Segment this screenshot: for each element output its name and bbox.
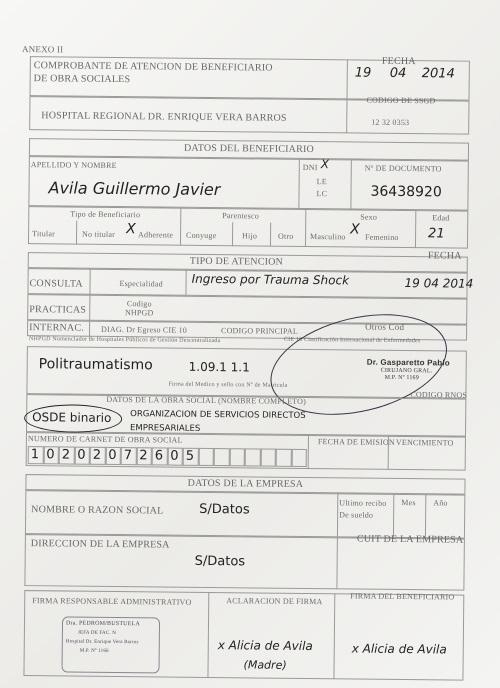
carnet-digit: 0 [170,448,179,464]
diagnostico-value: Politraumatismo [38,356,153,374]
lc-label: LC [316,189,328,199]
atencion-title: TIPO DE ATENCION [189,255,284,268]
carnet-digit: 2 [61,447,71,463]
masculino-label: Masculino [310,232,346,242]
obra-social-title: DATOS DE LA OBRA SOCIAL (NOMBRE COMPLETO) [106,394,307,406]
parentesco-label: Parentesco [222,211,259,221]
aclaracion-label: ACLARACION DE FIRMA [226,596,323,607]
doc-label: Nº DE DOCUMENTO [364,163,442,174]
carnet-cell [245,448,261,466]
edad-value: 21 [428,226,445,242]
especialidad-label: Especialidad [119,279,163,289]
cuit-label: CUIT DE LA EMPRESA [356,533,464,546]
stamp-line1: Dra. PEDROM/BUSTUELA [65,620,141,628]
carnet-digit: 2 [92,447,102,463]
ultimo-recibo: Ultimo recibo De sueldo [339,498,387,520]
stamp-line2: JEFA DE FAC. N [77,630,117,637]
adherente-label: Adherente [138,230,174,240]
internac-label: INTERNAC. [29,322,85,334]
consulta-value: Ingreso por Trauma Shock [191,271,350,288]
le-label: LE [316,177,327,187]
beneficiary-form [15,44,474,685]
carnet-digit: 2 [139,448,148,464]
form-title: COMPROBANTE DE ATENCION DE BENEFICIARIO [33,60,273,74]
consulta-fecha: 19 04 2014 [404,276,474,291]
carnet-digit: 5 [185,448,195,464]
firma-beneficiario-value: x Alicia de Avila [351,641,447,657]
vencimiento: VENCIMIENTO [395,437,454,448]
carnet-cell [291,449,307,467]
carnet-cell [276,449,292,467]
titular-label: Titular [32,229,56,239]
diagnostico-code: 1.09.1 1.1 [188,359,250,375]
cie-note: CIE 10 Clasificación Internacional de Enfermedades [283,336,421,345]
stamp-line4: M.P. Nº 1166 [79,648,109,654]
carnet-cell [214,448,230,466]
apellido-value: Avila Guillermo Javier [48,178,221,200]
mes-label: Mes [401,497,416,508]
carnet-cell [198,448,214,466]
doctor-sub: CIRUJANO GRAL. [380,367,433,375]
dni-mark: X [320,157,330,172]
edad-label: Edad [432,213,450,223]
conyuge-label: Conyuge [186,230,217,241]
diag-label: DIAG. Dr Egreso CIE 10 [101,324,188,335]
codigo-rnos: CODIGO RNOS [410,390,468,400]
stamp-line3: Hospital Dr. Enrique Vera Barros [65,639,139,646]
annex-label: ANEXO II [21,44,64,55]
otros-cod: Otros Cod [365,321,405,333]
otro-label: Otro [278,231,294,241]
carnet-digit: 6 [154,448,164,464]
carnet-digit: 0 [46,447,55,463]
firma-beneficiario-label: FIRMA DEL BENEFICIARIO [350,591,455,602]
anio-label: Año [433,498,448,508]
hijo-label: Hijo [242,231,258,241]
carnet-cell [260,449,276,467]
fecha-year: 2014 [421,66,455,82]
carnet-digit: 0 [108,447,117,464]
empresa-title: DATOS DE LA EMPRESA [187,477,304,490]
codigo-label: CODIGO DE SSGD [366,95,436,106]
aclaracion-value: x Alicia de Avila [217,638,313,654]
obra-social-short: OSDE binario [32,410,112,425]
tipo-label: Tipo de Beneficiario [70,209,141,220]
atencion-fecha-label: FECHA [427,250,462,262]
direccion-label: DIRECCION DE LA EMPRESA [30,538,170,551]
codigo-nhpgd: Codigo NHPGD [124,299,154,318]
doctor-name: Dr. Gasparetto Pablo [366,357,450,368]
codigo-value: 12 32 0353 [371,117,410,128]
carnet-label: NUMERO DE CARNET DE OBRA SOCIAL [27,434,183,445]
no-titular-label: No titular [82,229,116,239]
sexo-label: Sexo [360,212,378,222]
obra-social-full: ORGANIZACION DE SERVICIOS DIRECTOS EMPRESARIALES [129,409,306,434]
fecha-emision: FECHA DE EMISION [317,437,395,447]
carnet-digit: 7 [123,448,133,464]
carnet-digit: 0 [77,447,86,463]
beneficiario-title: DATOS DEL BENEFICIARIO [183,142,315,156]
consulta-label: CONSULTA [29,278,83,290]
dni-label: DNI [302,162,318,173]
doc-value: 36438920 [370,183,442,201]
fecha-header-label: FECHA [381,55,416,68]
femenino-label: Femenino [365,232,399,242]
fecha-day: 19 [354,65,372,81]
direccion-value: S/Datos [194,553,246,570]
hospital-name: HOSPITAL REGIONAL DR. ENRIQUE VERA BARROS [41,110,287,124]
no-titular-mark: X [126,221,136,238]
carnet-cell [229,448,245,466]
aclaracion-sub: (Madre) [243,658,287,672]
codigo-principal: CODIGO PRINCIPAL [221,326,299,336]
form-subtitle: DE OBRA SOCIALES [33,73,131,86]
practicas-label: PRACTICAS [29,304,87,316]
masculino-mark: X [350,221,360,238]
responsable-label: FIRMA RESPONSABLE ADMINISTRATIVO [32,596,192,607]
nombre-value: S/Datos [199,501,250,518]
apellido-label: APELLIDO Y NOMBRE [30,160,117,170]
doctor-mp: M.P. Nº 1169 [384,374,420,382]
nombre-label: NOMBRE O RAZON SOCIAL [31,504,164,517]
carnet-digit: 1 [30,447,40,463]
nhpgd-note: NHPGD Nomenclador de Hospitales Públicos de Gestión Descentralizada [28,336,221,345]
fecha-month: 04 [389,65,407,82]
firma-medico-label: Firma del Medico y sello con Nº de Matricula [168,381,288,389]
